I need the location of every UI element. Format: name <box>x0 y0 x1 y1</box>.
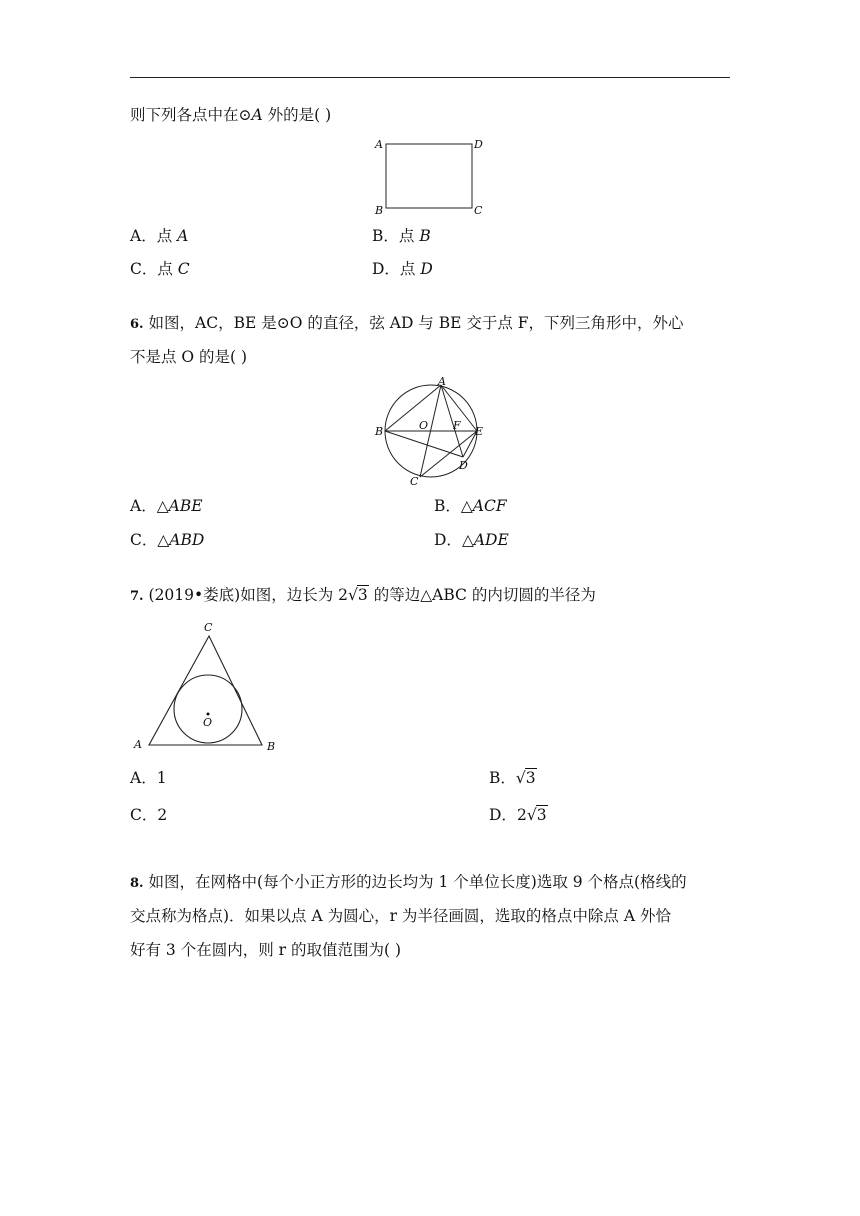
q5-option-b[interactable] <box>372 226 431 246</box>
q7-label-b: B <box>267 740 276 753</box>
q6-line1: 如图，AC，BE 是⊙O 的直径，弦 AD 与 BE 交于点 F，下列三角形中，外心 <box>148 314 684 332</box>
q6-label-b: B <box>375 425 384 438</box>
q6-label-e: E <box>475 425 484 438</box>
q6-option-a-value: △ABE <box>156 497 203 515</box>
q6-option-a-letter: A． <box>130 497 157 515</box>
q7-option-b-radicand: 3 <box>525 769 536 787</box>
q5-option-b-letter: B．点 <box>372 227 420 245</box>
q6-circle-figure <box>372 376 492 491</box>
q6-number: 6. <box>130 317 144 332</box>
q5-label-d: D <box>474 138 483 151</box>
q7-option-d-coef: 2 <box>516 806 527 824</box>
q7-option-c-value: 2 <box>157 806 168 824</box>
q7-label-o: O <box>203 716 213 729</box>
q7-radical-expression: 2√3 <box>338 586 368 604</box>
q6-stem-line1 <box>130 313 684 335</box>
q7-stem-b: 的等边△ABC 的内切圆的半径为 <box>373 586 596 604</box>
q6-option-a[interactable] <box>130 496 203 516</box>
q5-option-b-value: B <box>419 227 431 245</box>
q7-coef: 2 <box>338 586 349 604</box>
q6-label-o: O <box>419 419 429 432</box>
q6-line2: 不是点 O 的是( ) <box>130 348 248 366</box>
q5-stem-var: A <box>251 106 263 124</box>
q8-line3: 好有 3 个在圆内，则 r 的取值范围为( ) <box>130 941 402 959</box>
q6-label-a: A <box>438 375 446 388</box>
q8-stem-line3 <box>130 940 401 960</box>
q8-stem-line1 <box>130 872 687 894</box>
q5-option-d-value: D <box>420 260 433 278</box>
q6-option-d[interactable] <box>434 530 509 550</box>
q7-option-a-value: 1 <box>156 769 167 787</box>
q5-option-c-value: C <box>177 260 190 278</box>
q6-option-d-value: △ADE <box>461 531 509 549</box>
q6-stem-line2 <box>130 347 247 367</box>
q7-option-d-radical: 2√3 <box>516 806 547 824</box>
q7-label-a: A <box>134 738 142 751</box>
q5-option-d-letter: D．点 <box>372 260 421 278</box>
q5-option-a-value: A <box>177 227 189 245</box>
q7-label-c: C <box>204 621 213 634</box>
q8-number: 8. <box>130 876 144 891</box>
q5-option-c-letter: C．点 <box>130 260 178 278</box>
q7-triangle-figure <box>130 618 290 758</box>
q5-option-d[interactable] <box>372 259 433 279</box>
q5-option-c[interactable] <box>130 259 190 279</box>
q7-option-c[interactable] <box>130 805 167 825</box>
q6-label-d: D <box>459 459 468 472</box>
q8-line1: 如图，在网格中(每个小正方形的边长均为 1 个单位长度)选取 9 个格点(格线的 <box>148 873 687 891</box>
q6-option-b-letter: B． <box>434 497 461 515</box>
q7-stem <box>130 585 596 607</box>
q5-label-a: A <box>375 138 383 151</box>
q7-option-d-letter: D． <box>489 806 517 824</box>
q6-option-d-letter: D． <box>434 531 462 549</box>
q5-stem-suffix: 外的是( ) <box>262 106 332 124</box>
q7-stem-a: 如图，边长为 <box>240 586 334 604</box>
q7-source: (2019•娄底) <box>148 586 241 604</box>
q7-number: 7. <box>130 589 144 604</box>
q5-option-a-letter: A．点 <box>130 227 178 245</box>
q5-rectangle-figure <box>370 135 490 220</box>
q6-option-b-value: △ACF <box>460 497 507 515</box>
q6-label-c: C <box>410 475 419 488</box>
q5-stem <box>130 105 331 125</box>
q5-label-b: B <box>375 204 384 217</box>
q6-option-c[interactable] <box>130 530 204 550</box>
q5-stem-prefix: 则下列各点中在⊙ <box>130 106 252 124</box>
q6-label-f: F <box>453 419 461 432</box>
q7-option-b[interactable] <box>489 768 537 788</box>
q7-radicand: 3 <box>357 586 368 604</box>
q7-option-a-letter: A． <box>130 769 157 787</box>
q7-option-d-radicand: 3 <box>536 806 547 824</box>
q6-option-b[interactable] <box>434 496 507 516</box>
q7-option-a[interactable] <box>130 768 167 788</box>
q5-label-c: C <box>474 204 483 217</box>
q7-option-d[interactable] <box>489 805 548 825</box>
q6-option-c-letter: C． <box>130 531 158 549</box>
q7-option-c-letter: C． <box>130 806 158 824</box>
q6-option-c-value: △ABD <box>157 531 205 549</box>
q5-option-a[interactable] <box>130 226 188 246</box>
header-rule <box>130 77 730 78</box>
q8-line2: 交点称为格点)．如果以点 A 为圆心，r 为半径画圆，选取的格点中除点 A 外恰 <box>130 907 671 925</box>
q7-option-b-radical: √3 <box>515 769 536 787</box>
q8-stem-line2 <box>130 906 671 926</box>
q7-option-b-letter: B． <box>489 769 516 787</box>
